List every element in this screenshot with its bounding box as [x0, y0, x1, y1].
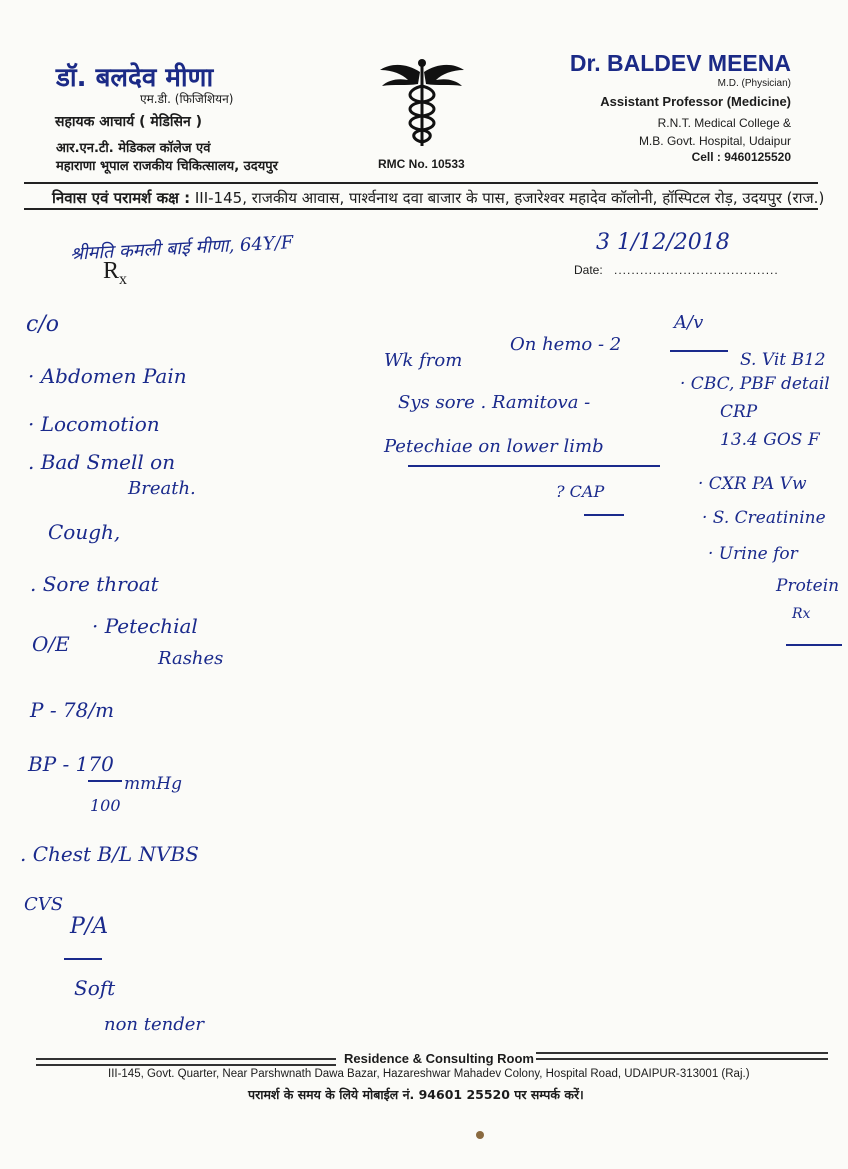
handwritten-adv-7: · Urine for [708, 544, 798, 564]
handwritten-oe-2: Rashes [158, 648, 224, 669]
handwritten-mid-4: Petechiae on lower limb [384, 436, 604, 457]
footer-rule-left-2 [36, 1064, 336, 1066]
handwritten-complaint-3b: Breath. [128, 478, 196, 499]
college-hindi-line2: महाराणा भूपाल राजकीय चिकित्सालय, उदयपुर [56, 159, 278, 174]
handwritten-complaint-3: . Bad Smell on [28, 450, 176, 474]
handwritten-adv-6: · S. Creatinine [702, 508, 826, 528]
handwritten-complaint-2: · Locomotion [28, 412, 160, 436]
handwritten-patient-name: श्रीमति कमली बाई मीणा, 64Y/F [69, 232, 294, 265]
handwritten-underline-cap [584, 514, 624, 516]
handwritten-chest: . Chest B/L NVBS [20, 842, 199, 866]
handwritten-complaint-1: · Abdomen Pain [28, 364, 187, 388]
address-label: निवास एवं परामर्श कक्ष : [52, 189, 191, 207]
handwritten-oe: O/E [32, 632, 70, 656]
handwritten-adv-1: S. Vit B12 [740, 350, 826, 370]
header-rule-bottom [24, 208, 818, 210]
bp-fraction-line [88, 780, 122, 782]
handwritten-bp: BP - 170 [28, 752, 114, 776]
handwritten-bp-bottom: 100 [90, 796, 121, 815]
handwritten-soft: Soft [74, 976, 116, 1000]
doctor-post-english: Assistant Professor (Medicine) [600, 94, 791, 109]
handwritten-complaint-4: Cough, [48, 520, 121, 544]
handwritten-underline-right [786, 644, 842, 646]
footer-address: III-145, Govt. Quarter, Near Parshwnath Dawa Bazar, Hazareshwar Mahadev Colony, Hospital Road, UDAIPUR-313001 (Raj.) [108, 1068, 750, 1080]
handwritten-mid-1: On hemo - 2 [510, 334, 622, 355]
doctor-degree-english: M.D. (Physician) [717, 78, 791, 89]
handwritten-cvs: CVS [24, 894, 64, 915]
cell-number: Cell : 9460125520 [691, 150, 791, 164]
date-label: Date: [574, 263, 603, 277]
college-english-line1: R.N.T. Medical College & [657, 116, 791, 130]
footer-rule-left [36, 1058, 336, 1060]
handwritten-mid-2: Wk from [384, 350, 463, 371]
college-hindi-line1: आर.एन.टी. मेडिकल कॉलेज एवं [56, 141, 211, 156]
handwritten-mid-3: Sys sore . Ramitova - [398, 392, 591, 413]
rmc-number: RMC No. 10533 [378, 157, 465, 171]
handwritten-adv-9: Rx [792, 606, 811, 622]
college-english-line2: M.B. Govt. Hospital, Udaipur [638, 134, 791, 148]
footer-title: Residence & Consulting Room [344, 1051, 534, 1066]
ink-spot [476, 1131, 484, 1139]
handwritten-underline-mid [408, 465, 660, 467]
caduceus-logo-icon [378, 56, 466, 148]
footer-contact-hindi: परामर्श के समय के लिये मोबाईल नं. 94601 25520 पर सम्पर्क करें। [248, 1087, 584, 1102]
doctor-degree-hindi: एम.डी. (फिजिशियन) [140, 92, 234, 106]
handwritten-mid-5: ? CAP [556, 482, 605, 501]
handwritten-adv: A/v [674, 312, 704, 333]
handwritten-oe-1: · Petechial [92, 614, 198, 638]
residence-address-hindi [52, 188, 824, 208]
handwritten-pa: P/A [70, 914, 109, 939]
handwritten-underline-adv [670, 350, 728, 352]
address-text: III-145, राजकीय आवास, पार्श्वनाथ दवा बाजार के पास, हजारेश्वर महादेव कॉलोनी, हॉस्पिटल रोड़, उदयपुर (राज.) [194, 189, 825, 207]
handwritten-nontender: non tender [104, 1014, 205, 1035]
handwritten-adv-5: · CXR PA Vw [698, 474, 807, 494]
doctor-name-english: Dr. BALDEV MEENA [569, 50, 791, 76]
header-rule-top [24, 182, 818, 184]
handwritten-adv-4: 13.4 GOS F [720, 430, 820, 450]
handwritten-bp-unit: mmHg [124, 774, 182, 794]
handwritten-pulse: P - 78/m [30, 698, 115, 722]
handwritten-co: c/o [26, 312, 59, 337]
handwritten-date: 3 1/12/2018 [596, 230, 730, 255]
handwritten-underline-pa [64, 958, 102, 960]
handwritten-adv-3: CRP [720, 402, 758, 422]
doctor-post-hindi: सहायक आचार्य ( मेडिसिन ) [55, 114, 202, 130]
handwritten-adv-2: · CBC, PBF detail [680, 374, 830, 394]
footer-rule-right [536, 1052, 828, 1054]
date-dotted-line: ...................................... [614, 263, 779, 277]
handwritten-complaint-5: . Sore throat [30, 572, 159, 596]
rx-symbol: $R_x$ [103, 258, 128, 288]
doctor-name-hindi: डॉ. बलदेव मीणा [56, 63, 214, 93]
handwritten-adv-8: Protein [776, 576, 840, 596]
footer-rule-right-2 [536, 1058, 828, 1060]
